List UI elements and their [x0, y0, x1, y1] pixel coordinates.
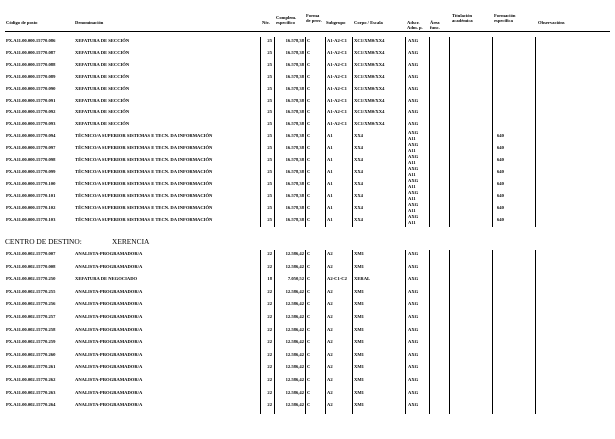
cell-codigo: PX.A11.00.002.15770.255	[6, 288, 56, 294]
cell-denominacion: ANALISTA-PROGRAMADOR/A	[75, 339, 143, 345]
table-row	[0, 165, 615, 181]
cell-niv: 22	[267, 301, 272, 307]
cell-adscr: AXG	[408, 49, 419, 55]
cell-codigo: PX.A11.00.000.15770.091	[6, 97, 56, 103]
cell-subgrupo: A2-C1-C2	[327, 276, 347, 282]
cell-subgrupo: A1	[327, 157, 333, 162]
cell-subgrupo: A1	[327, 204, 333, 210]
cell-corpo: XX4	[354, 180, 363, 186]
cell-forma: C	[307, 38, 311, 43]
cell-subgrupo: A2	[327, 314, 333, 319]
cell-complemento: 12.586,42	[285, 351, 304, 357]
cell-niv: 22	[267, 263, 272, 269]
cell-niv: 25	[267, 109, 272, 115]
table-row	[0, 364, 615, 376]
cell-subgrupo: A2	[327, 402, 333, 408]
cell-formacion: 640	[497, 192, 504, 198]
header-niv: Nív.	[262, 20, 270, 25]
cell-complemento: 12.586,42	[285, 339, 304, 345]
cell-area: A11	[408, 195, 416, 201]
cell-corpo: XC1/XM0/XX4	[354, 61, 385, 67]
cell-complemento: 16.578,38	[285, 73, 304, 79]
table-row	[0, 264, 615, 276]
cell-adscr: AXG	[408, 288, 419, 294]
cell-subgrupo: A1	[327, 180, 333, 186]
cell-subgrupo: A2	[327, 389, 333, 395]
cell-forma: C	[307, 145, 311, 151]
cell-subgrupo: A2	[327, 263, 333, 269]
cell-denominacion: ANALISTA-PROGRAMADOR/A	[75, 301, 143, 307]
cell-adscr: AXG	[408, 213, 419, 219]
cell-denominacion: TÉCNICO/A SUPERIOR SISTEMAS E TECN. DA INFORMACIÓN	[75, 192, 213, 198]
cell-forma: C	[307, 157, 311, 162]
cell-subgrupo: A1-A2-C1	[327, 49, 347, 55]
cell-corpo: XM1	[354, 263, 364, 269]
cell-niv: 22	[267, 314, 272, 319]
cell-formacion: 640	[497, 216, 504, 222]
cell-niv: 25	[267, 204, 272, 210]
cell-corpo: XX4	[354, 133, 363, 139]
cell-complemento: 12.586,42	[285, 389, 304, 395]
cell-niv: 18	[267, 276, 272, 282]
cell-codigo: PX.A11.00.000.15770.087	[6, 49, 56, 55]
cell-niv: 22	[267, 351, 272, 357]
cell-codigo: PX.A11.00.000.15770.100	[6, 180, 56, 186]
cell-denominacion: XEFATURA DE SECCIÓN	[75, 38, 130, 43]
cell-subgrupo: A1	[327, 216, 333, 222]
table-row	[0, 50, 615, 62]
cell-complemento: 16.578,38	[285, 204, 304, 210]
cell-codigo: PX.A11.00.000.15770.094	[6, 133, 56, 139]
cell-denominacion: ANALISTA-PROGRAMADOR/A	[75, 251, 143, 256]
cell-adscr: AXG	[408, 402, 419, 408]
table-row	[0, 62, 615, 74]
cell-corpo: XX4	[354, 157, 363, 162]
cell-subgrupo: A1	[327, 192, 333, 198]
cell-formacion: 640	[497, 204, 504, 210]
cell-niv: 25	[267, 133, 272, 139]
cell-complemento: 12.586,42	[285, 301, 304, 307]
cell-denominacion: TÉCNICO/A SUPERIOR SISTEMAS E TECN. DA INFORMACIÓN	[75, 145, 213, 151]
cell-complemento: 12.586,42	[285, 251, 304, 256]
table-row	[0, 327, 615, 339]
cell-subgrupo: A1-A2-C1	[327, 109, 347, 115]
header-formacion: Formación específica	[494, 13, 516, 24]
header-titulacion: Titulación académica	[452, 13, 473, 24]
cell-complemento: 16.578,38	[285, 38, 304, 43]
table-row	[0, 142, 615, 157]
cell-area: A11	[408, 160, 416, 165]
cell-complemento: 16.578,38	[285, 121, 304, 127]
cell-adscr: AXG	[408, 189, 419, 195]
cell-niv: 25	[267, 61, 272, 67]
cell-niv: 22	[267, 389, 272, 395]
cell-niv: 22	[267, 251, 272, 256]
table-row	[0, 402, 615, 414]
cell-complemento: 16.578,38	[285, 109, 304, 115]
table-row	[0, 121, 615, 133]
cell-subgrupo: A1-A2-C1	[327, 121, 347, 127]
cell-adscr: AXG	[408, 38, 419, 43]
cell-niv: 25	[267, 49, 272, 55]
cell-formacion: 640	[497, 168, 504, 174]
cell-subgrupo: A2	[327, 251, 333, 256]
table-row	[0, 130, 615, 145]
cell-adscr: AXG	[408, 154, 419, 159]
cell-forma: C	[307, 180, 311, 186]
cell-complemento: 16.578,38	[285, 157, 304, 162]
cell-forma: C	[307, 61, 311, 67]
cell-complemento: 12.586,42	[285, 326, 304, 332]
cell-denominacion: XEFATURA DE SECCIÓN	[75, 49, 130, 55]
cell-denominacion: XEFATURA DE SECCIÓN	[75, 109, 130, 115]
cell-denominacion: ANALISTA-PROGRAMADOR/A	[75, 402, 143, 408]
cell-complemento: 7.050,52	[287, 276, 304, 282]
cell-adscr: AXG	[408, 109, 419, 115]
table-row	[0, 177, 615, 193]
header-adscr: Adscr. Adm. p.	[407, 20, 423, 31]
cell-subgrupo: A1-A2-C1	[327, 61, 347, 67]
header-observaciones: Observacións	[538, 20, 565, 25]
cell-complemento: 12.586,42	[285, 314, 304, 319]
cell-adscr: AXG	[408, 263, 419, 269]
cell-niv: 25	[267, 121, 272, 127]
cell-forma: C	[307, 276, 311, 282]
cell-codigo: PX.A11.00.000.15770.090	[6, 85, 56, 91]
cell-subgrupo: A1-A2-C1	[327, 97, 347, 103]
cell-subgrupo: A2	[327, 339, 333, 345]
cell-area: A11	[408, 136, 416, 142]
cell-codigo: PX.A11.00.002.15770.261	[6, 364, 56, 370]
cell-corpo: XM1	[354, 364, 364, 370]
cell-niv: 25	[267, 180, 272, 186]
cell-niv: 22	[267, 288, 272, 294]
cell-adscr: AXG	[408, 121, 419, 127]
cell-adscr: AXG	[408, 314, 419, 319]
cell-subgrupo: A1	[327, 145, 333, 151]
cell-complemento: 12.586,42	[285, 364, 304, 370]
cell-niv: 25	[267, 73, 272, 79]
cell-forma: C	[307, 204, 311, 210]
cell-adscr: AXG	[408, 130, 419, 136]
cell-codigo: PX.A11.00.002.15770.262	[6, 377, 56, 382]
cell-subgrupo: A2	[327, 326, 333, 332]
cell-corpo: XM1	[354, 288, 364, 294]
cell-area: A11	[408, 171, 416, 177]
cell-adscr: AXG	[408, 165, 419, 171]
cell-complemento: 16.578,38	[285, 145, 304, 151]
cell-forma: C	[307, 351, 311, 357]
cell-complemento: 16.578,38	[285, 216, 304, 222]
cell-codigo: PX.A11.00.000.15770.093	[6, 121, 56, 127]
cell-codigo: PX.A11.00.002.15770.250	[6, 276, 56, 282]
cell-subgrupo: A1-A2-C1	[327, 85, 347, 91]
cell-denominacion: XEFATURA DE SECCIÓN	[75, 97, 130, 103]
cell-complemento: 16.578,38	[285, 168, 304, 174]
cell-adscr: AXG	[408, 73, 419, 79]
cell-denominacion: ANALISTA-PROGRAMADOR/A	[75, 377, 143, 382]
cell-niv: 25	[267, 192, 272, 198]
table-row	[0, 38, 615, 50]
cell-adscr: AXG	[408, 377, 419, 382]
cell-adscr: AXG	[408, 364, 419, 370]
cell-complemento: 12.586,42	[285, 288, 304, 294]
cell-niv: 25	[267, 85, 272, 91]
cell-niv: 22	[267, 377, 272, 382]
cell-subgrupo: A1	[327, 168, 333, 174]
cell-adscr: AXG	[408, 61, 419, 67]
cell-formacion: 640	[497, 180, 504, 186]
cell-forma: C	[307, 402, 311, 408]
cell-codigo: PX.A11.00.000.15770.086	[6, 38, 56, 43]
cell-adscr: AXG	[408, 201, 419, 207]
header-forma: Forma de prov.	[306, 13, 322, 24]
cell-denominacion: ANALISTA-PROGRAMADOR/A	[75, 288, 143, 294]
cell-complemento: 16.578,38	[285, 133, 304, 139]
cell-denominacion: ANALISTA-PROGRAMADOR/A	[75, 389, 143, 395]
cell-adscr: AXG	[408, 142, 419, 148]
cell-complemento: 12.586,42	[285, 263, 304, 269]
cell-complemento: 16.578,38	[285, 85, 304, 91]
table-row	[0, 201, 615, 217]
cell-denominacion: XEFATURA DE SECCIÓN	[75, 73, 130, 79]
cell-codigo: PX.A11.00.000.15770.099	[6, 168, 56, 174]
cell-codigo: PX.A11.00.002.15770.264	[6, 402, 56, 408]
cell-forma: C	[307, 389, 311, 395]
table-row	[0, 339, 615, 351]
cell-denominacion: TÉCNICO/A SUPERIOR SISTEMAS E TECN. DA INFORMACIÓN	[75, 168, 213, 174]
cell-forma: C	[307, 133, 311, 139]
cell-corpo: XX4	[354, 216, 363, 222]
cell-corpo: XM1	[354, 251, 364, 256]
cell-codigo: PX.A11.00.002.15770.256	[6, 301, 56, 307]
cell-corpo: XC1/XM0/XX4	[354, 85, 385, 91]
cell-codigo: PX.A11.00.000.15770.103	[6, 216, 56, 222]
cell-corpo: XC1/XM0/XX4	[354, 109, 385, 115]
cell-complemento: 16.578,38	[285, 192, 304, 198]
cell-corpo: XM1	[354, 389, 364, 395]
table-row	[0, 98, 615, 110]
cell-corpo: XX4	[354, 145, 363, 151]
table-row	[0, 109, 615, 121]
cell-subgrupo: A1	[327, 133, 333, 139]
cell-corpo: XERAL	[354, 276, 371, 282]
cell-formacion: 640	[497, 145, 504, 151]
cell-forma: C	[307, 97, 311, 103]
cell-corpo: XM1	[354, 351, 364, 357]
cell-niv: 25	[267, 145, 272, 151]
cell-niv: 22	[267, 339, 272, 345]
table-row	[0, 74, 615, 86]
table-row	[0, 390, 615, 402]
cell-denominacion: TÉCNICO/A SUPERIOR SISTEMAS E TECN. DA INFORMACIÓN	[75, 180, 213, 186]
cell-forma: C	[307, 216, 311, 222]
cell-complemento: 12.586,42	[285, 377, 304, 382]
cell-codigo: PX.A11.00.002.15770.260	[6, 351, 56, 357]
cell-niv: 22	[267, 326, 272, 332]
header-rule	[5, 31, 610, 32]
cell-corpo: XM1	[354, 377, 364, 382]
header-corpo: Corpo / Escala	[354, 20, 383, 25]
cell-corpo: XX4	[354, 192, 363, 198]
cell-corpo: XC1/XM0/XX4	[354, 73, 385, 79]
cell-corpo: XX4	[354, 168, 363, 174]
cell-denominacion: ANALISTA-PROGRAMADOR/A	[75, 351, 143, 357]
cell-forma: C	[307, 364, 311, 370]
cell-area: A11	[408, 207, 416, 213]
cell-codigo: PX.A11.00.000.15770.097	[6, 145, 56, 151]
cell-denominacion: ANALISTA-PROGRAMADOR/A	[75, 364, 143, 370]
cell-codigo: PX.A11.00.000.15770.101	[6, 192, 56, 198]
cell-area: A11	[408, 148, 416, 154]
cell-corpo: XM1	[354, 339, 364, 345]
cell-adscr: AXG	[408, 251, 419, 256]
cell-codigo: PX.A11.00.002.15770.258	[6, 326, 56, 332]
cell-forma: C	[307, 301, 311, 307]
cell-forma: C	[307, 251, 311, 256]
cell-forma: C	[307, 377, 311, 382]
table-row	[0, 377, 615, 389]
cell-complemento: 16.578,38	[285, 180, 304, 186]
cell-adscr: AXG	[408, 97, 419, 103]
cell-niv: 25	[267, 168, 272, 174]
cell-forma: C	[307, 192, 311, 198]
cell-forma: C	[307, 109, 311, 115]
cell-niv: 22	[267, 402, 272, 408]
cell-codigo: PX.A11.00.000.15770.088	[6, 61, 56, 67]
cell-adscr: AXG	[408, 351, 419, 357]
cell-denominacion: TÉCNICO/A SUPERIOR SISTEMAS E TECN. DA INFORMACIÓN	[75, 204, 213, 210]
cell-forma: C	[307, 85, 311, 91]
table-row	[0, 154, 615, 169]
table-row	[0, 189, 615, 205]
cell-adscr: AXG	[408, 276, 419, 282]
cell-adscr: AXG	[408, 85, 419, 91]
cell-forma: C	[307, 168, 311, 174]
cell-forma: C	[307, 121, 311, 127]
cell-subgrupo: A2	[327, 288, 333, 294]
cell-denominacion: TÉCNICO/A SUPERIOR SISTEMAS E TECN. DA INFORMACIÓN	[75, 216, 213, 222]
cell-corpo: XM1	[354, 402, 364, 408]
cell-denominacion: ANALISTA-PROGRAMADOR/A	[75, 326, 143, 332]
cell-denominacion: ANALISTA-PROGRAMADOR/A	[75, 314, 143, 319]
cell-denominacion: XEFATURA DE SECCIÓN	[75, 85, 130, 91]
table-row	[0, 86, 615, 98]
cell-corpo: XM1	[354, 326, 364, 332]
cell-area: A11	[408, 183, 416, 189]
table-row	[0, 213, 615, 229]
cell-codigo: PX.A11.00.000.15770.098	[6, 157, 56, 162]
cell-forma: C	[307, 314, 311, 319]
table-row	[0, 314, 615, 326]
header-area: Área func.	[430, 20, 440, 31]
cell-codigo: PX.A11.00.002.15770.259	[6, 339, 56, 345]
cell-complemento: 16.578,38	[285, 61, 304, 67]
cell-forma: C	[307, 339, 311, 345]
header-subgrupo: Subgrupo	[326, 20, 346, 25]
cell-adscr: AXG	[408, 339, 419, 345]
header-codigo: Código de posto	[6, 20, 38, 25]
cell-niv: 25	[267, 216, 272, 222]
cell-niv: 25	[267, 38, 272, 43]
cell-codigo: PX.A11.00.000.15770.089	[6, 73, 56, 79]
cell-codigo: PX.A11.00.002.15770.257	[6, 314, 56, 319]
cell-forma: C	[307, 326, 311, 332]
cell-subgrupo: A2	[327, 351, 333, 357]
cell-codigo: PX.A11.00.002.15770.007	[6, 251, 56, 256]
cell-corpo: XC1/XM0/XX4	[354, 121, 385, 127]
cell-adscr: AXG	[408, 389, 419, 395]
cell-subgrupo: A1-A2-C1	[327, 73, 347, 79]
cell-codigo: PX.A11.00.002.15770.263	[6, 389, 56, 395]
cell-formacion: 640	[497, 133, 504, 139]
cell-denominacion: XEFATURA DE SECCIÓN	[75, 61, 130, 67]
cell-complemento: 12.586,42	[285, 402, 304, 408]
cell-complemento: 16.578,38	[285, 97, 304, 103]
cell-denominacion: XEFATURA DE NEGOCIADO	[75, 276, 138, 282]
cell-forma: C	[307, 73, 311, 79]
table-row	[0, 276, 615, 288]
cell-corpo: XC1/XM0/XX4	[354, 97, 385, 103]
cell-denominacion: TÉCNICO/A SUPERIOR SISTEMAS E TECN. DA INFORMACIÓN	[75, 133, 213, 139]
cell-forma: C	[307, 263, 311, 269]
section-label: CENTRO DE DESTINO:	[5, 237, 82, 246]
cell-codigo: PX.A11.00.000.15770.092	[6, 109, 56, 115]
cell-corpo: XC1/XM0/XX4	[354, 38, 385, 43]
table-row	[0, 352, 615, 364]
cell-niv: 22	[267, 364, 272, 370]
header-complemento: Complem. específico	[276, 15, 297, 26]
cell-subgrupo: A2	[327, 364, 333, 370]
cell-niv: 25	[267, 157, 272, 162]
cell-adscr: AXG	[408, 177, 419, 183]
cell-forma: C	[307, 49, 311, 55]
cell-forma: C	[307, 288, 311, 294]
cell-complemento: 16.578,38	[285, 49, 304, 55]
cell-denominacion: TÉCNICO/A SUPERIOR SISTEMAS E TECN. DA INFORMACIÓN	[75, 157, 213, 162]
cell-subgrupo: A2	[327, 377, 333, 382]
cell-denominacion: XEFATURA DE SECCIÓN	[75, 121, 130, 127]
cell-corpo: XX4	[354, 204, 363, 210]
cell-subgrupo: A2	[327, 301, 333, 307]
cell-denominacion: ANALISTA-PROGRAMADOR/A	[75, 263, 143, 269]
cell-niv: 25	[267, 97, 272, 103]
cell-corpo: XC1/XM0/XX4	[354, 49, 385, 55]
cell-formacion: 640	[497, 157, 504, 162]
header-denominacion: Denominación	[75, 20, 104, 25]
table-row	[0, 289, 615, 301]
table-row	[0, 251, 615, 263]
cell-area: A11	[408, 219, 416, 225]
cell-corpo: XM1	[354, 314, 364, 319]
cell-subgrupo: A1-A2-C1	[327, 38, 347, 43]
cell-adscr: AXG	[408, 301, 419, 307]
cell-adscr: AXG	[408, 326, 419, 332]
section-name: XERENCIA	[112, 237, 150, 246]
cell-corpo: XM1	[354, 301, 364, 307]
table-row	[0, 301, 615, 313]
cell-codigo: PX.A11.00.002.15770.008	[6, 263, 56, 269]
cell-codigo: PX.A11.00.000.15770.102	[6, 204, 56, 210]
